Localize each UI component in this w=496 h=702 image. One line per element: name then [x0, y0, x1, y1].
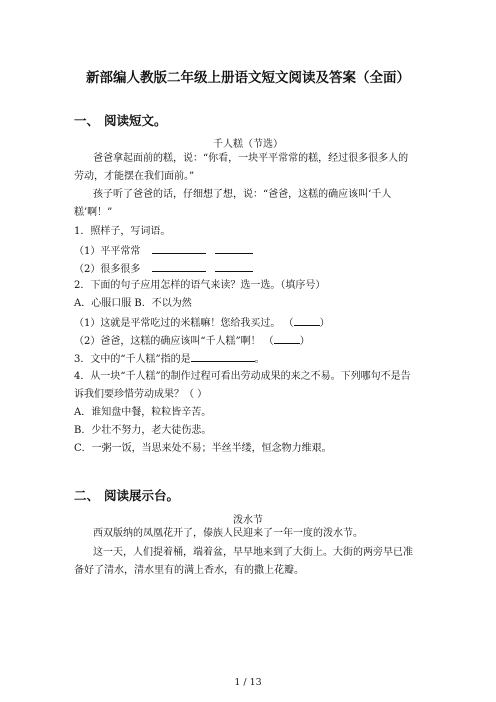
question-1a-text: （1）平平常常 — [74, 246, 141, 257]
passage-1-line-2: 劳动，才能摆在我们面前。” — [74, 171, 195, 182]
question-4-line-1: 4．从一块“千人糕”的制作过程可看出劳动成果的来之不易。下列哪句不是告 — [74, 371, 411, 382]
section-2-number: 二、 — [74, 488, 100, 503]
paren-open: （ — [283, 318, 294, 329]
paren-close: ） — [319, 318, 330, 329]
passage-1-line-4: 糕’啊！” — [74, 207, 113, 218]
answer-blank[interactable] — [294, 315, 320, 326]
section-1-title: 阅读短文。 — [104, 113, 167, 128]
passage-1-line-3: 孩子听了爸爸的话，仔细想了想，说：“爸爸，这糕的确应该叫‘千人 — [93, 189, 392, 200]
question-1b-text: （2）很多很多 — [74, 264, 141, 275]
passage-2-line-1: 西双版纳的凤凰花开了，傣族人民迎来了一年一度的泼水节。 — [93, 528, 363, 539]
answer-blank[interactable] — [152, 261, 206, 272]
question-4-option-a: A．谁知盘中餐，粒粒皆辛苦。 — [74, 407, 212, 418]
paren-open: （ — [263, 336, 274, 347]
question-3-end: 。 — [254, 354, 265, 365]
question-4-option-c: C．一粥一饭，当思来处不易；半丝半缕，恒念物力维艰。 — [74, 443, 332, 454]
document-title: 新部编人教版二年级上册语文短文阅读及答案（全面） — [86, 70, 410, 86]
passage-1-line-1: 爸爸拿起面前的糕，说：“你看，一块平平常常的糕，经过很多很多人的 — [93, 153, 409, 164]
answer-blank[interactable] — [191, 351, 255, 362]
question-4-option-b: B．少壮不努力，老大徒伤悲。 — [74, 425, 212, 436]
question-2-options: A．心服口服 B．不以为然 — [74, 298, 192, 309]
passage-2-title: 泼水节 — [233, 515, 263, 526]
answer-blank[interactable] — [215, 261, 253, 272]
question-2b-text: （2）爸爸，这糕的确应该叫“千人糕”啊！ — [74, 336, 261, 347]
question-4-line-2: 诉我们要珍惜劳动成果？（ ） — [74, 389, 208, 400]
page-number: 1 / 13 — [234, 677, 262, 688]
question-2b — [74, 333, 310, 349]
question-1b — [74, 261, 253, 277]
section-1-heading — [74, 111, 167, 129]
answer-blank[interactable] — [152, 243, 206, 254]
answer-blank[interactable] — [215, 243, 253, 254]
question-1a — [74, 243, 253, 259]
question-2a-text: （1）这就是平常吃过的米糕嘛！您给我买过。 — [74, 318, 281, 329]
question-1: 1．照样子，写词语。 — [74, 226, 171, 237]
answer-blank[interactable] — [274, 333, 300, 344]
passage-2-line-2: 这一天，人们提着桶，端着盆，早早地来到了大街上。大街的两旁早已准 — [93, 547, 413, 558]
section-2-heading — [74, 486, 179, 504]
section-1-number: 一、 — [74, 113, 100, 128]
passage-2-line-3: 备好了清水，清水里有的满上香水，有的撒上花瓣。 — [74, 565, 304, 576]
section-2-title: 阅读展示台。 — [104, 488, 180, 503]
passage-1-title: 千人糕（节选） — [213, 139, 283, 150]
question-2a — [74, 315, 330, 331]
question-2: 2．下面的句子应用怎样的语气来读？选一选。（填序号） — [74, 280, 326, 291]
paren-close: ） — [299, 336, 310, 347]
question-3-text: 3．文中的“千人糕”指的是 — [74, 354, 191, 365]
question-3 — [74, 351, 265, 367]
